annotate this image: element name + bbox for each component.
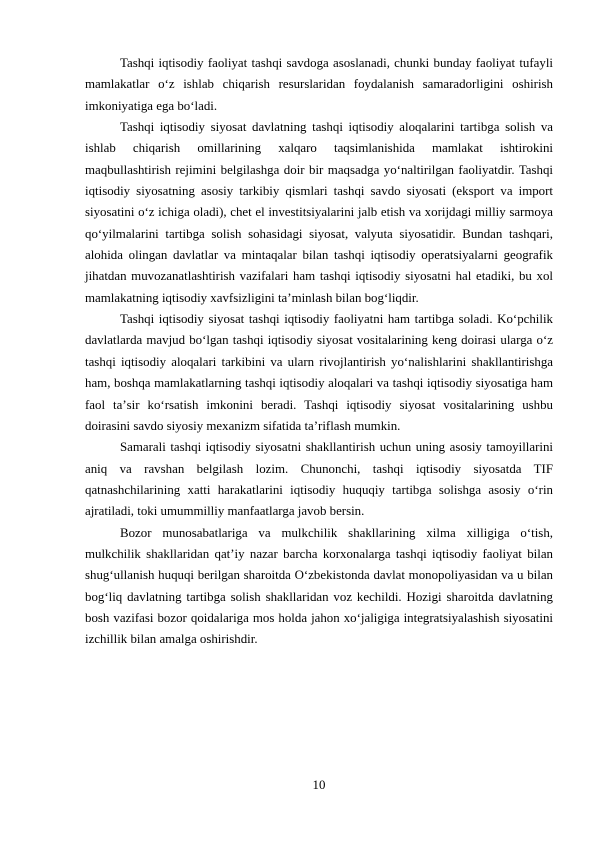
page-number: 10: [312, 778, 326, 792]
paragraph-foreign-economic-policy-definition: Tashqi iqtisodiy siyosat davlatning tashqi iqtisodiy aloqalarini tartibga solish va ishlab chiqarish omillarining xalqaro taqsimlanishida mamlakat ishtirokini maqbullashtirish rejimini belgilashga doir bir maqsadga yo‘naltirilgan faoliyatdir. Tashqi iqtisodiy siyosatning asosiy tarkibiy qismlari tashqi savdo siyosati (eksport va import siyosatini o‘z ichiga oladi), chet el investitsiyalarini jalb etish va xorijdagi milliy sarmoya qo‘yilmalarini tartibga solish sohasidagi siyosat, valyuta siyosatidir. Bundan tashqari, alohida olingan davlatlar va mintaqalar bilan tashqi iqtisodiy operatsiyalarni geografik jihatdan muvozanatlashtirish vazifalari ham tashqi iqtisodiy siyosatni hal etadiki, bu xol mamlakatning iqtisodiy xavfsizligini taʼminlash bilan bog‘liqdir.: [85, 120, 553, 305]
paragraph-policy-principles: Samarali tashqi iqtisodiy siyosatni shakllantirish uchun uning asosiy tamoyillarini aniq va ravshan belgilash lozim. Chunonchi, tashqi iqtisodiy siyosatda TIF qatnashchilarining xatti harakatlarini iqtisodiy huquqiy tartibga solishga asosiy o‘rin ajratiladi, toki umummilliy manfaatlarga javob bersin.: [85, 440, 553, 519]
paragraph-market-transition: Bozor munosabatlariga va mulkchilik shakllarining xilma xilligiga o‘tish, mulkchilik shakllaridan qatʼiy nazar barcha korxonalarga tashqi iqtisodiy faoliyat bilan shug‘ullanish huquqi berilgan sharoitda O‘zbekistonda davlat monopoliyasidan va u bilan bog‘liq davlatning tartibga solish shakllaridan voz kechildi. Hozigi sharoitda davlatning bosh vazifasi bozor qoidalariga mos holda jahon xo‘jaligiga integratsiyalashish siyosatini izchillik bilan amalga oshirishdir.: [85, 525, 553, 647]
body-text: [85, 53, 553, 651]
paragraph-policy-instruments: Tashqi iqtisodiy siyosat tashqi iqtisodiy faoliyatni ham tartibga soladi. Ko‘pchilik davlatlarda mavjud bo‘lgan tashqi iqtisodiy siyosat vositalarining keng doirasi ularga o‘z tashqi iqtisodiy aloqalari tarkibini va ularn rivojlantirish yo‘nalishlarini shakllantirishga ham, boshqa mamlakatlarning tashqi iqtisodiy aloqalari va tashqi iqtisodiy siyosatiga ham faol taʼsir ko‘rsatish imkonini beradi. Tashqi iqtisodiy siyosat vositalarining ushbu doirasini savdo siyosiy mexanizm sifatida taʼriflash mumkin.: [85, 312, 553, 433]
paragraph-foreign-trade-basis: Tashqi iqtisodiy faoliyat tashqi savdoga asoslanadi, chunki bunday faoliyat tufayli mamlakatlar o‘z ishlab chiqarish resurslaridan foydalanish samaradorligini oshirish imkoniyatiga ega bo‘ladi.: [85, 56, 553, 113]
